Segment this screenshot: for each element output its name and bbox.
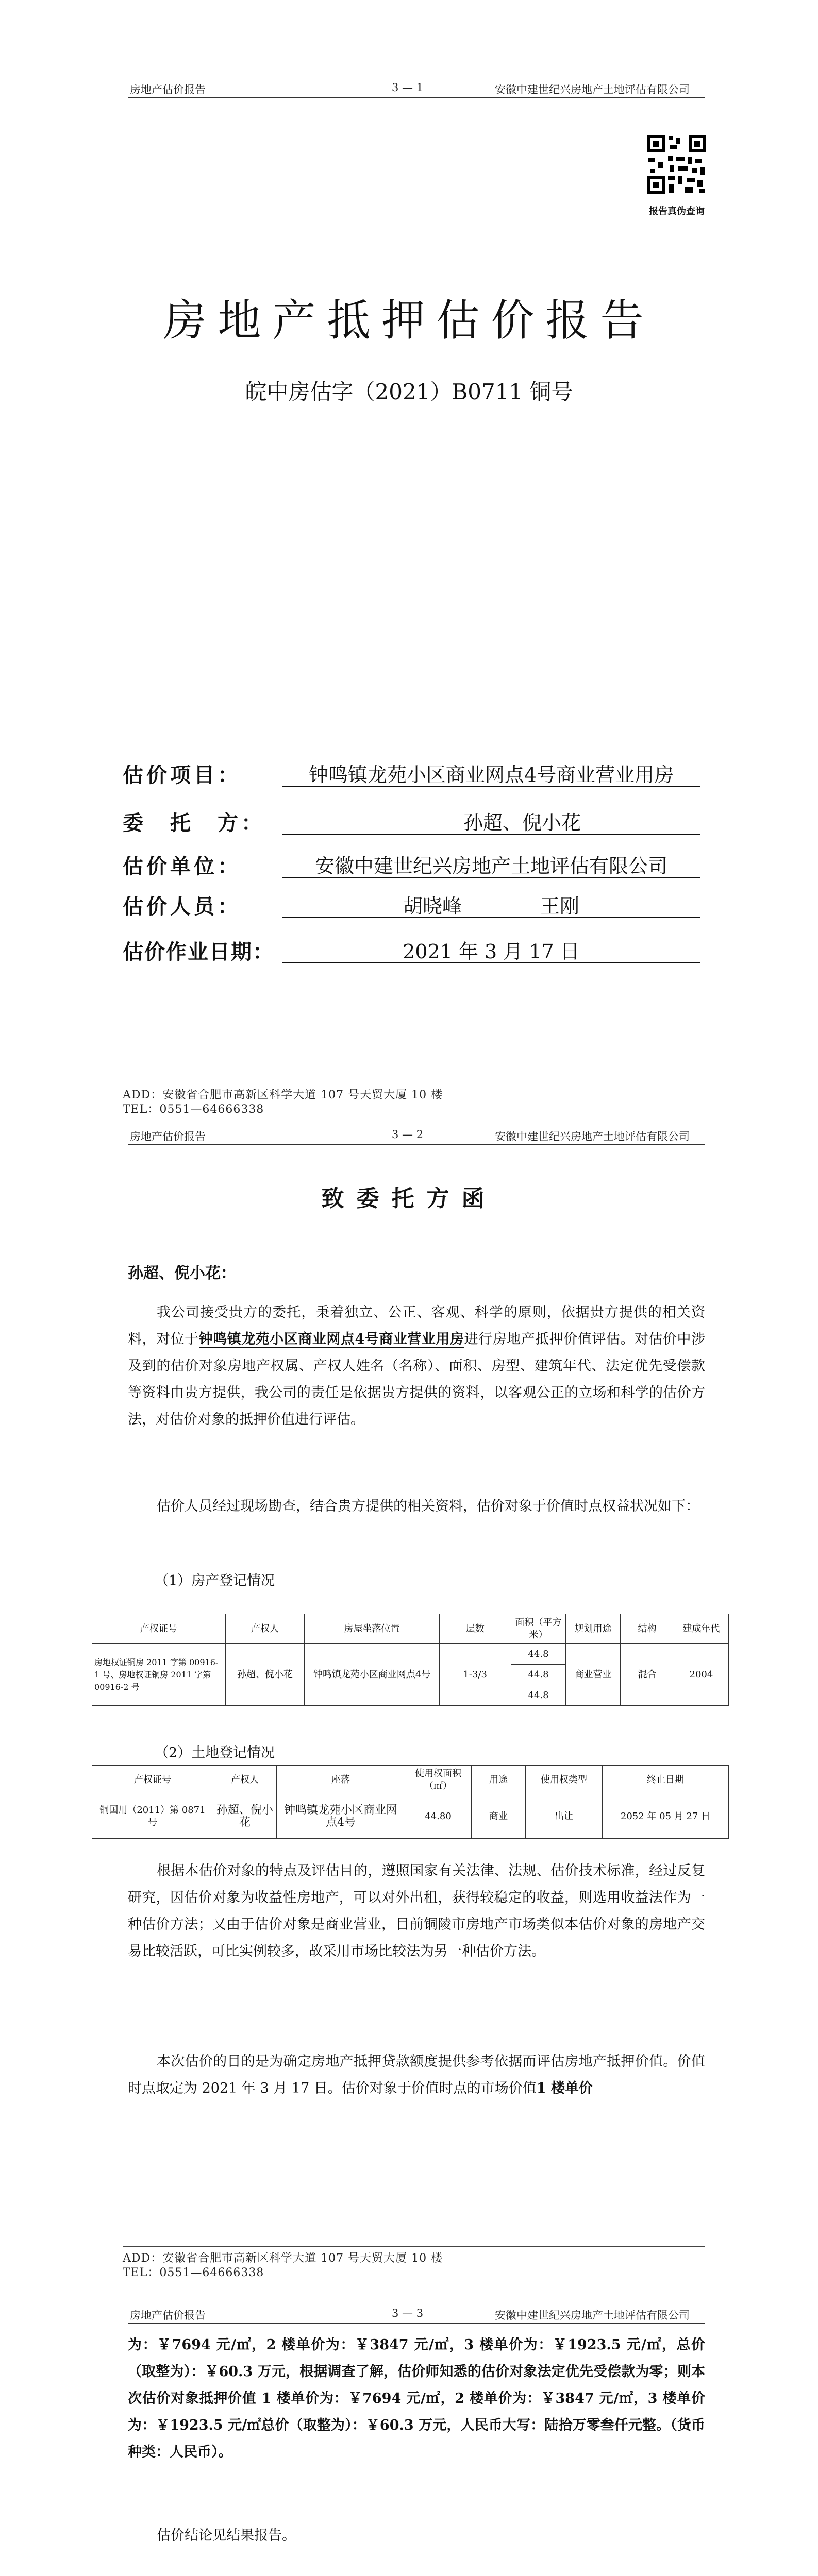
report-number: 皖中房估字（2021）B0711 铜号 — [245, 379, 573, 404]
table-cell: 2052 年 05 月 27 日 — [603, 1794, 729, 1839]
field-value-date: 2021 年 3 月 17 日 — [403, 940, 580, 963]
field-value-appraisers: 胡晓峰 王刚 — [403, 895, 579, 918]
table-header: 产权证号 — [92, 1766, 213, 1794]
table-header: 终止日期 — [603, 1766, 729, 1794]
qr-code-icon — [645, 133, 708, 196]
field-underline — [282, 917, 700, 918]
paragraph-3: 根据本估价对象的特点及评估目的，遵照国家有关法律、法规、估价技术标准，经过反复研究，因估价对象为收益性房地产，可以对外出租，获得较稳定的收益，则选用收益法作为一种估价方法；又由于估价对象是商业营业，目前铜陵市房地产市场类似本估价对象的房地产交易比较活跃，可比实例较多，故采用市场比较法为另一种估价方法。 — [128, 1863, 705, 1959]
section-2-heading: （2）土地登记情况 — [155, 1745, 275, 1761]
table-header: 结构 — [621, 1614, 674, 1644]
page-header-left: 房地产估价报告 — [130, 2309, 206, 2321]
table-cell: 钟鸣镇龙苑小区商业网点4号 — [277, 1794, 405, 1839]
paragraph-4-bold: 1 楼单价 — [536, 2080, 593, 2096]
table-header: 产权证号 — [92, 1614, 226, 1644]
table-cell: 混合 — [621, 1644, 674, 1706]
salutation: 孙超、倪小花： — [128, 1264, 236, 1282]
field-label-date: 估价作业日期： — [123, 940, 274, 964]
page-header-number: 3 — 3 — [392, 2307, 424, 2319]
section-1-heading: （1）房产登记情况 — [155, 1573, 275, 1589]
footer-rule — [123, 2246, 705, 2247]
table-header: 使用权类型 — [526, 1766, 603, 1794]
field-underline — [282, 877, 700, 878]
paragraph-1 — [128, 1299, 705, 1433]
footer-phone: TEL：0551—64666338 — [123, 1103, 264, 1116]
footer-phone: TEL：0551—64666338 — [123, 2266, 264, 2279]
field-label-appraisers: 估价人员： — [123, 894, 241, 919]
report-title: 房地产抵押估价报告 — [163, 295, 655, 346]
field-underline — [282, 834, 700, 835]
paragraph-1-property: 钟鸣镇龙苑小区商业网点4号商业营业用房 — [198, 1331, 464, 1347]
table-cell: 孙超、倪小花 — [213, 1794, 277, 1839]
field-label-client: 委 托 方： — [123, 811, 265, 835]
valuation-conclusion: 为：￥7694 元/㎡，2 楼单价为：￥3847 元/㎡，3 楼单价为：￥1923.5 元/㎡，总价（取整为）：￥60.3 万元，根据调查了解，估价师知悉的估价对象法定优先受偿款为零；则本次估价对象抵押价值 1 楼单价为：￥7694 元/㎡，2 楼单价为：￥3847 元/㎡，3 楼单价为：￥1923.5 元/㎡总价（取整为）：￥60.3 万元，人民币大写：陆拾万零叁仟元整。（货币种类：人民币）。 — [128, 2337, 705, 2460]
page-header-number: 3 — 1 — [392, 81, 424, 94]
table-header: 座落 — [277, 1766, 405, 1794]
field-label-project: 估价项目： — [123, 763, 241, 787]
page-header-left: 房地产估价报告 — [130, 83, 206, 96]
paragraph-1-text-a: 我公司接受贵方的委托，秉着独立、公正、客观、科学的原则，依据贵方提供的相关资料，对位于 — [128, 1304, 705, 1347]
page-3 — [0, 2303, 818, 2576]
table-cell: 44.8 — [511, 1665, 565, 1685]
page-header-number: 3 — 2 — [392, 1128, 424, 1141]
house-registration-table — [92, 1614, 729, 1706]
qr-caption: 报告真伪查询 — [649, 206, 705, 217]
paragraph-4-text: 本次估价的目的是为确定房地产抵押贷款额度提供参考依据而评估房地产抵押价值。价值时点取定为 2021 年 3 月 17 日。估价对象于价值时点的市场价值 — [128, 2054, 705, 2096]
table-cell: 1-3/3 — [439, 1644, 511, 1706]
table-cell: 出让 — [526, 1794, 603, 1839]
table-header: 层数 — [439, 1614, 511, 1644]
page-header-left: 房地产估价报告 — [130, 1130, 206, 1143]
table-cell: 孙超、倪小花 — [225, 1644, 305, 1706]
table-cell: 商业 — [472, 1794, 526, 1839]
field-value-client: 孙超、倪小花 — [463, 811, 581, 834]
field-value-firm: 安徽中建世纪兴房地产土地评估有限公司 — [314, 855, 667, 877]
header-rule — [128, 2323, 705, 2324]
table-header: 产权人 — [225, 1614, 305, 1644]
header-rule — [128, 97, 705, 98]
table-cell: 44.8 — [511, 1685, 565, 1706]
table-cell: 44.8 — [511, 1644, 565, 1665]
table-cell: 铜国用（2011）第 0871 号 — [92, 1794, 213, 1839]
header-rule — [128, 1144, 705, 1145]
field-value-project: 钟鸣镇龙苑小区商业网点4号商业营业用房 — [308, 764, 674, 786]
page-header-right: 安徽中建世纪兴房地产土地评估有限公司 — [495, 83, 690, 96]
table-header: 用途 — [472, 1766, 526, 1794]
paragraph-1-text-c: 进行房地产抵押价值评估。对估价中涉及到的估价对象房地产权属、产权人姓名（名称）、面积、房型、建筑年代、法定优先受偿款等资料由贵方提供，我公司的责任是依据贵方提供的资料，以客观公正的立场和科学的估价方法，对估价对象的抵押价值进行评估。 — [128, 1331, 705, 1428]
table-header: 面积（平方米） — [511, 1614, 565, 1644]
paragraph-4 — [128, 2048, 705, 2102]
footer-address: ADD：安徽省合肥市高新区科学大道 107 号天贸大厦 10 楼 — [123, 1089, 443, 1101]
table-cell: 房地权证铜房 2011 字第 00916-1 号、房地权证铜房 2011 字第 00916-2 号 — [92, 1644, 226, 1706]
land-registration-table — [92, 1765, 729, 1839]
page-2 — [0, 1118, 818, 2298]
field-underline — [282, 786, 700, 787]
page-header-right: 安徽中建世纪兴房地产土地评估有限公司 — [495, 2309, 690, 2321]
result-reference: 估价结论见结果报告。 — [157, 2528, 296, 2544]
paragraph-2: 估价人员经过现场勘查，结合贵方提供的相关资料，估价对象于价值时点权益状况如下： — [157, 1498, 699, 1514]
table-header: 规划用途 — [566, 1614, 621, 1644]
field-underline — [282, 962, 700, 963]
table-header: 建成年代 — [674, 1614, 728, 1644]
table-header: 产权人 — [213, 1766, 277, 1794]
page-header-right: 安徽中建世纪兴房地产土地评估有限公司 — [495, 1130, 690, 1143]
letter-title: 致委托方函 — [321, 1185, 497, 1212]
table-cell: 2004 — [674, 1644, 728, 1706]
table-cell: 商业营业 — [566, 1644, 621, 1706]
table-cell: 44.80 — [405, 1794, 472, 1839]
table-cell: 钟鸣镇龙苑小区商业网点4号 — [305, 1644, 439, 1706]
footer-address: ADD：安徽省合肥市高新区科学大道 107 号天贸大厦 10 楼 — [123, 2252, 443, 2265]
table-header: 使用权面积（㎡） — [405, 1766, 472, 1794]
page-1 — [0, 0, 818, 1116]
field-label-firm: 估价单位： — [123, 854, 241, 878]
table-header: 房屋坐落位置 — [305, 1614, 439, 1644]
